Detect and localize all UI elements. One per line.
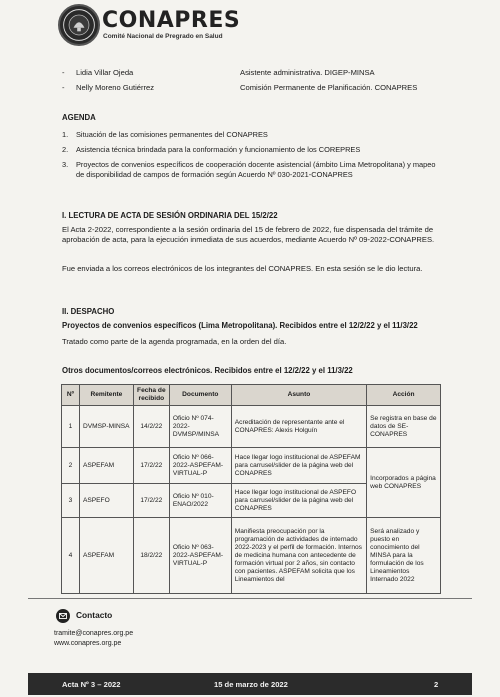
documents-table	[61, 384, 441, 594]
attendee-list	[62, 68, 442, 98]
agenda-item	[62, 130, 442, 140]
cell-documento: Oficio Nº 074-2022-DVMSP/MINSA	[169, 406, 231, 448]
cell-number: 2	[62, 448, 80, 484]
attendee-name: Nelly Moreno Gutiérrez	[76, 83, 155, 92]
contact-website[interactable]: www.conapres.org.pe	[54, 640, 122, 647]
contact-email[interactable]: tramite@conapres.org.pe	[54, 630, 134, 637]
cell-remitente: ASPEFO	[79, 484, 133, 518]
attendee-row	[62, 68, 442, 83]
column-header: Fecha de recibido	[133, 385, 169, 406]
cell-remitente: DVMSP-MINSA	[79, 406, 133, 448]
cell-accion: Será analizado y puesto en conocimiento del MINSA para la formulación de los Lineamientos Internado 2022	[367, 518, 441, 594]
table-row	[62, 518, 441, 594]
envelope-icon	[56, 609, 70, 623]
column-header: Remitente	[79, 385, 133, 406]
agenda-title: AGENDA	[62, 113, 96, 122]
footer-acta-number: Acta Nº 3 – 2022	[62, 680, 121, 689]
cell-fecha: 14/2/22	[133, 406, 169, 448]
column-header: Acción	[367, 385, 441, 406]
cell-asunto: Acreditación de representante ante el CONAPRES: Alexis Holguín	[231, 406, 366, 448]
bullet-dash: -	[62, 83, 65, 92]
cell-asunto: Hace llegar logo institucional de ASPEFO para carrusel/slider de la página web del CONAPRES	[231, 484, 366, 518]
attendee-row	[62, 83, 442, 98]
attendee-role: Asistente administrativa. DIGEP-MINSA	[240, 68, 375, 77]
agenda-item	[62, 160, 442, 180]
cell-accion: Incorporados a página web CONAPRES	[367, 448, 441, 518]
cell-number: 3	[62, 484, 80, 518]
cell-number: 1	[62, 406, 80, 448]
section-1-paragraph: El Acta 2-2022, correspondiente a la sesión ordinaria del 15 de febrero de 2022, fue dispensada del trámite de aprobación de acta, para la ejecución inmediata de sus acuerdos, mediante Acuerdo Nº 09-2022-CONAPRES.	[62, 225, 435, 244]
bullet-dash: -	[62, 68, 65, 77]
column-header: Nº	[62, 385, 80, 406]
cell-documento: Oficio Nº 010-ENAO/2022	[169, 484, 231, 518]
cell-asunto: Manifiesta preocupación por la programación de actividades de internado 2022-2023 y el perfil de formación. Internos de medicina humana con antecedente de formación virtual por 2 años, sin contacto con pacientes. ASPEFAM solicita que los Lineamientos del	[231, 518, 366, 594]
cell-fecha: 17/2/22	[133, 448, 169, 484]
agenda-item-number: 2.	[62, 145, 69, 154]
section-2-subtitle: Proyectos de convenios específicos (Lima Metropolitana). Recibidos entre el 12/2/22 y el 11/3/22	[62, 321, 418, 330]
cell-accion: Se registra en base de datos de SE-CONAPRES	[367, 406, 441, 448]
table-row	[62, 448, 441, 484]
section-2-title: II. DESPACHO	[62, 307, 115, 316]
brand-subtitle: Comité Nacional de Pregrado en Salud	[103, 33, 223, 40]
agenda-item-text: Situación de las comisiones permanentes del CONAPRES	[76, 130, 268, 139]
cell-fecha: 17/2/22	[133, 484, 169, 518]
contact-label: Contacto	[76, 610, 113, 620]
agenda-list	[62, 130, 442, 185]
column-header: Asunto	[231, 385, 366, 406]
footer-date: 15 de marzo de 2022	[214, 680, 288, 689]
agenda-item-text: Asistencia técnica brindada para la conformación y funcionamiento de los COREPRES	[76, 145, 361, 154]
table-header-row	[62, 385, 441, 406]
attendee-name: Lidia Villar Ojeda	[76, 68, 134, 77]
agenda-item	[62, 145, 442, 155]
table-title: Otros documentos/correos electrónicos. Recibidos entre el 12/2/22 y el 11/3/22	[62, 366, 353, 375]
footer-divider	[28, 598, 472, 599]
page-number: 2	[434, 680, 439, 689]
footer-bar	[28, 673, 472, 695]
cell-remitente: ASPEFAM	[79, 518, 133, 594]
agenda-item-text: Proyectos de convenios específicos de cooperación docente asistencial (ámbito Lima Metropolitana) y mapeo de disponibilidad de campos de formación según Acuerdo Nº 030-2021-CONAPRES	[76, 160, 436, 179]
section-1-paragraph: Fue enviada a los correos electrónicos de los integrantes del CONAPRES. En esta sesión se le dio lectura.	[62, 264, 423, 273]
section-2-paragraph: Tratado como parte de la agenda programada, en la orden del día.	[62, 337, 287, 346]
cell-fecha: 18/2/22	[133, 518, 169, 594]
column-header: Documento	[169, 385, 231, 406]
attendee-role: Comisión Permanente de Planificación. CONAPRES	[240, 83, 418, 92]
cell-asunto: Hace llegar logo institucional de ASPEFAM para carrusel/slider de la página web del CONAPRES	[231, 448, 366, 484]
brand-name: CONAPRES	[102, 8, 241, 33]
conapres-seal-logo	[58, 4, 100, 46]
cell-documento: Oficio Nº 063-2022-ASPEFAM-VIRTUAL-P	[169, 518, 231, 594]
section-1-title: I. LECTURA DE ACTA DE SESIÓN ORDINARIA DEL 15/2/22	[62, 211, 278, 220]
table-row	[62, 406, 441, 448]
agenda-item-number: 1.	[62, 130, 69, 139]
cell-remitente: ASPEFAM	[79, 448, 133, 484]
cell-number: 4	[62, 518, 80, 594]
agenda-item-number: 3.	[62, 160, 69, 169]
cell-documento: Oficio Nº 066-2022-ASPEFAM-VIRTUAL-P	[169, 448, 231, 484]
